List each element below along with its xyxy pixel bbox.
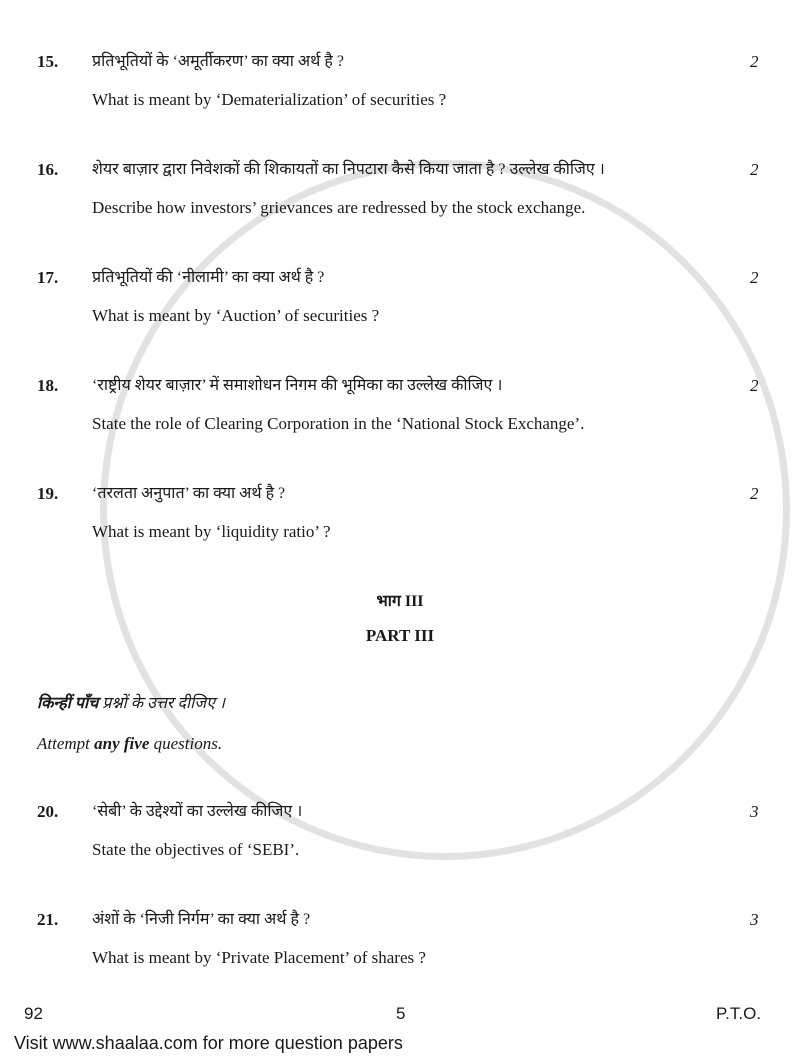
question-hindi: ‘सेबी’ के उद्देश्यों का उल्लेख कीजिए । <box>92 803 303 820</box>
question-english: State the role of Clearing Corporation in the ‘National Stock Exchange’. <box>92 414 585 433</box>
question-hindi: शेयर बाज़ार द्वारा निवेशकों की शिकायतों का निपटारा कैसे किया जाता है ? उल्लेख कीजिए । <box>92 161 605 178</box>
part-heading: PART III <box>365 626 435 645</box>
question-english: State the objectives of ‘SEBI’. <box>92 840 300 859</box>
pto-label: P.T.O. <box>716 1004 762 1023</box>
paper-code: 92 <box>24 1004 43 1023</box>
question-15 <box>0 50 800 112</box>
question-body <box>92 374 732 436</box>
question-marks: 3 <box>750 802 759 821</box>
question-body <box>92 482 732 544</box>
question-hindi: ‘राष्ट्रीय शेयर बाज़ार’ में समाशोधन निगम की भूमिका का उल्लेख कीजिए । <box>92 377 503 394</box>
question-hindi: प्रतिभूतियों की ‘नीलामी’ का क्या अर्थ है ? <box>92 269 325 286</box>
question-marks: 3 <box>750 910 759 929</box>
question-hindi: प्रतिभूतियों के ‘अमूर्तीकरण’ का क्या अर्थ है ? <box>92 53 344 70</box>
question-flow <box>0 50 800 1016</box>
instruction-hindi <box>0 692 800 716</box>
question-english: What is meant by ‘Auction’ of securities ? <box>92 306 380 325</box>
question-number: 21. <box>37 910 59 929</box>
question-english: What is meant by ‘Private Placement’ of shares ? <box>92 948 426 967</box>
question-english: What is meant by ‘liquidity ratio’ ? <box>92 522 331 541</box>
question-marks: 2 <box>750 268 759 287</box>
part-heading-hindi: भाग III <box>376 593 424 610</box>
visit-link[interactable]: Visit www.shaalaa.com for more question papers <box>14 1033 403 1053</box>
instruction-bold: any five <box>94 734 150 753</box>
question-16 <box>0 158 800 220</box>
question-number: 16. <box>37 160 59 179</box>
instruction-post: questions. <box>149 734 223 753</box>
question-english: Describe how investors’ grievances are redressed by the stock exchange. <box>92 198 586 217</box>
question-marks: 2 <box>750 376 759 395</box>
question-body <box>92 800 732 862</box>
question-number: 20. <box>37 802 59 821</box>
question-19 <box>0 482 800 544</box>
instruction-pre: Attempt <box>37 734 95 753</box>
question-number: 17. <box>37 268 59 287</box>
question-body <box>92 266 732 328</box>
question-marks: 2 <box>750 484 759 503</box>
instruction-hindi-bold: किन्हीं पाँच <box>37 695 99 712</box>
question-number: 19. <box>37 484 59 503</box>
question-marks: 2 <box>750 160 759 179</box>
question-18 <box>0 374 800 436</box>
instruction-english <box>0 732 800 756</box>
question-body <box>92 158 732 220</box>
question-number: 15. <box>37 52 59 71</box>
question-marks: 2 <box>750 52 759 71</box>
page-number: 5 <box>396 1004 406 1023</box>
question-20 <box>0 800 800 862</box>
instruction-hindi-rest: प्रश्नों के उत्तर दीजिए । <box>98 695 226 712</box>
question-body <box>92 908 732 970</box>
question-number: 18. <box>37 376 59 395</box>
question-17 <box>0 266 800 328</box>
instruction-block <box>0 692 800 756</box>
part-heading-block <box>0 590 800 648</box>
question-21 <box>0 908 800 970</box>
question-body <box>92 50 732 112</box>
question-hindi: अंशों के ‘निजी निर्गम’ का क्या अर्थ है ? <box>92 911 311 928</box>
question-hindi: ‘तरलता अनुपात’ का क्या अर्थ है ? <box>92 485 286 502</box>
question-english: What is meant by ‘Dematerialization’ of securities ? <box>92 90 447 109</box>
